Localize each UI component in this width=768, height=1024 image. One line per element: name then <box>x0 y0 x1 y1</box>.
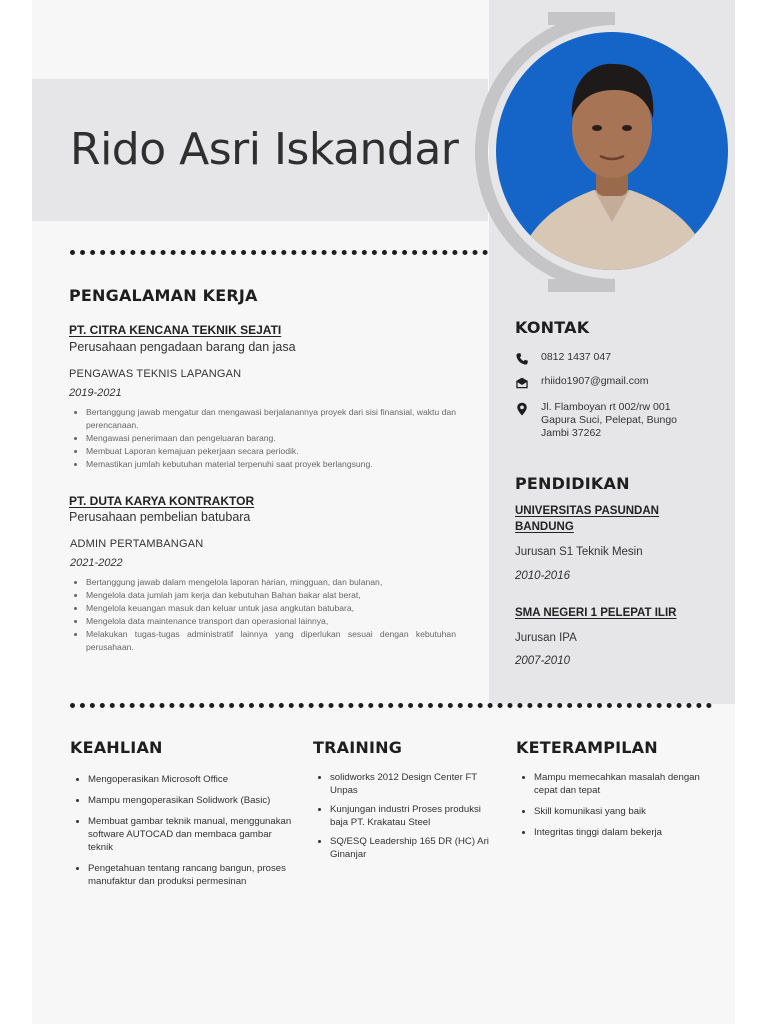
list-item: • Bertanggung jawab mengatur dan mengawasi berjalanannya proyek dari sisi finansial, waktu dan perencanaan. <box>86 406 456 432</box>
job-1-company: PT. CITRA KENCANA TEKNIK SEJATI <box>69 323 282 337</box>
list-item: • Kunjungan industri Proses produksi baja PT. Krakatau Steel <box>330 803 500 829</box>
education-heading: PENDIDIKAN <box>515 474 630 493</box>
job-2-duties <box>70 576 456 654</box>
contact-heading: KONTAK <box>515 318 590 337</box>
school-1-name: UNIVERSITAS PASUNDAN BANDUNG <box>515 505 659 533</box>
job-1-duties <box>70 406 456 471</box>
list-item: • Mengelola keuangan masuk dan keluar untuk jasa angkutan batubara, <box>86 602 456 615</box>
person-portrait-icon <box>496 32 728 270</box>
school-1-period: 2010-2016 <box>515 570 570 582</box>
phone-number: 0812 1437 047 <box>541 351 612 363</box>
job-2-company-description: Perusahaan pembelian batubara <box>69 510 251 524</box>
list-item: • Mampu mengoperasikan Solidwork (Basic) <box>88 794 298 807</box>
list-item: • Integritas tinggi dalam bekerja <box>534 826 704 839</box>
candidate-name: Rido Asri Iskandar <box>70 124 459 175</box>
list-item: • Memastikan jumlah kebutuhan material terpenuhi saat proyek berlangsung. <box>86 458 456 471</box>
list-item: • Bertanggung jawab dalam mengelola laporan harian, mingguan, dan bulanan, <box>86 576 456 589</box>
contact-email <box>515 375 649 390</box>
job-1-role: PENGAWAS TEKNIS LAPANGAN <box>69 368 242 380</box>
profile-photo <box>496 32 728 270</box>
job-1-company-description: Perusahaan pengadaan barang dan jasa <box>69 340 296 354</box>
list-item: • Mampu memecahkan masalah dengan cepat dan tepat <box>534 771 704 797</box>
list-item: • Mengawasi penerimaan dan pengeluaran barang. <box>86 432 456 445</box>
phone-icon <box>515 352 529 366</box>
location-icon <box>515 402 529 416</box>
list-item: • Pengetahuan tentang rancang bangun, proses manufaktur dan produksi permesinan <box>88 862 298 888</box>
skills-list <box>74 773 298 896</box>
soft-skills-heading: KETERAMPILAN <box>516 738 658 757</box>
job-2-company: PT. DUTA KARYA KONTRAKTOR <box>69 494 255 508</box>
list-item: • Mengoperasikan Microsoft Office <box>88 773 298 786</box>
contact-phone <box>515 351 611 366</box>
mail-icon <box>515 376 529 390</box>
skills-heading: KEAHLIAN <box>70 738 163 757</box>
list-item: • Mengelola data jumlah jam kerja dan kebutuhan Bahan bakar alat berat, <box>86 589 456 602</box>
list-item: • Skill komunikasi yang baik <box>534 805 704 818</box>
school-2-period: 2007-2010 <box>515 655 570 667</box>
email-address: rhiido1907@gmail.com <box>541 375 649 387</box>
list-item: • Melakukan tugas-tugas administratif lainnya yang diperlukan sesuai dengan kebutuhan perusahaan. <box>86 628 456 654</box>
experience-heading: PENGALAMAN KERJA <box>69 286 258 305</box>
postal-address: Jl. Flamboyan rt 002/rw 001 Gapura Suci, Pelepat, Bungo Jambi 37262 <box>541 401 678 439</box>
job-2-period: 2021-2022 <box>70 557 123 569</box>
list-item: • Mengelola data maintenance transport dan operasional lainnya, <box>86 615 456 628</box>
job-2-role: ADMIN PERTAMBANGAN <box>70 538 204 550</box>
divider-top <box>70 250 488 255</box>
photo-ring-cap-top <box>548 12 614 25</box>
photo-ring-cap-bottom <box>548 279 614 292</box>
contact-address <box>515 401 677 440</box>
school-2-name: SMA NEGERI 1 PELEPAT ILIR <box>515 607 677 619</box>
list-item: • Membuat Laporan kemajuan pekerjaan secara periodik. <box>86 445 456 458</box>
school-1-major: Jurusan S1 Teknik Mesin <box>515 546 643 558</box>
list-item: • SQ/ESQ Leadership 165 DR (HC) Ari Ginanjar <box>330 835 500 861</box>
job-1-period: 2019-2021 <box>69 387 122 399</box>
list-item: • solidworks 2012 Design Center FT Unpas <box>330 771 500 797</box>
soft-skills-list <box>520 771 704 847</box>
divider-bottom <box>70 703 712 708</box>
list-item: • Membuat gambar teknik manual, menggunakan software AUTOCAD dan membaca gambar teknik <box>88 815 298 854</box>
training-heading: TRAINING <box>313 738 403 757</box>
training-list <box>316 771 500 867</box>
school-2-major: Jurusan IPA <box>515 632 577 644</box>
